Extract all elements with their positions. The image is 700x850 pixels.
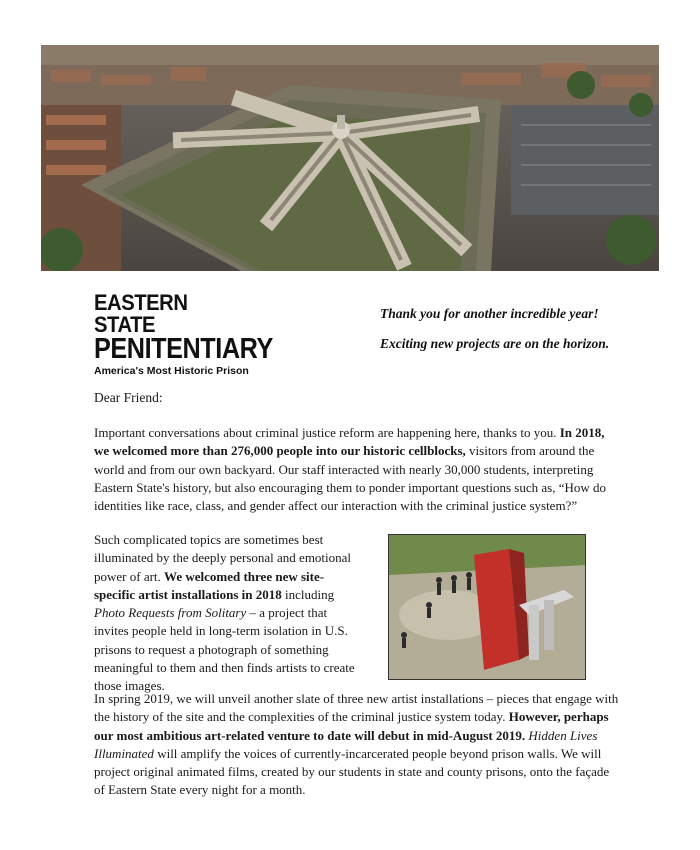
p1-text-c: visitors from around the world and from our own backyard. Our staff interacted with nearly 30,000 students, interpreting Eastern State's history, but also encouraging them to ponder important questions such as, “How do identities like race, class, and gender affect our interaction with the criminal justice system?”: [94, 443, 607, 514]
paragraph-2: [94, 531, 364, 696]
p3-text-a: In spring 2019, we will unveil another slate of three new artist installations – pieces that engage with the history of the site and the complexities of the criminal justice system today.: [94, 691, 619, 725]
logo-line-1: EASTERN STATE: [94, 290, 188, 337]
hero-aerial-photo: [41, 45, 659, 271]
p3-bold: However, perhaps our most ambitious art-related venture to date will debut in mid-August 2019.: [94, 709, 609, 743]
logo-tagline: America's Most Historic Prison: [94, 365, 249, 377]
thanks-line-1: Thank you for another incredible year!: [380, 306, 599, 321]
installation-illustration: [389, 535, 586, 680]
thank-you-message: [380, 299, 670, 359]
p3-text-e: will amplify the voices of currently-incarcerated people beyond prison walls. We will project original animated films, created by our students in state and county prisons, onto the façade of Eastern State every night for a month.: [94, 745, 610, 798]
eastern-state-logo: [94, 290, 273, 377]
logo-line-2: PENITENTIARY: [94, 333, 273, 365]
p3-italic-title: Hidden Lives Illuminated: [94, 727, 598, 761]
letter-greeting: Dear Friend:: [94, 390, 163, 405]
p2-italic-title: Photo Requests from Solitary: [94, 605, 247, 621]
paragraph-3: [94, 690, 622, 800]
paragraph-1: [94, 424, 622, 515]
p1-bold: In 2018, we welcomed more than 276,000 people into our historic cellblocks,: [94, 425, 605, 459]
installation-photo: [388, 534, 586, 680]
p2-text-c: including: [281, 586, 335, 602]
aerial-view-illustration: [41, 45, 659, 271]
p1-text-a: Important conversations about criminal justice reform are happening here, thanks to you.: [94, 425, 560, 440]
p2-text-e: – a project that invites people held in long-term isolation in U.S. prisons to request a photograph of something meaningful to them and then finds artists to create those images.: [94, 605, 355, 694]
p2-text-a: Such complicated topics are sometimes best illuminated by the deeply personal and emotional power of art.: [94, 532, 352, 584]
thanks-line-2: Exciting new projects are on the horizon.: [380, 336, 610, 351]
p2-bold: We welcomed three new site-specific artist installations in 2018: [94, 568, 325, 602]
